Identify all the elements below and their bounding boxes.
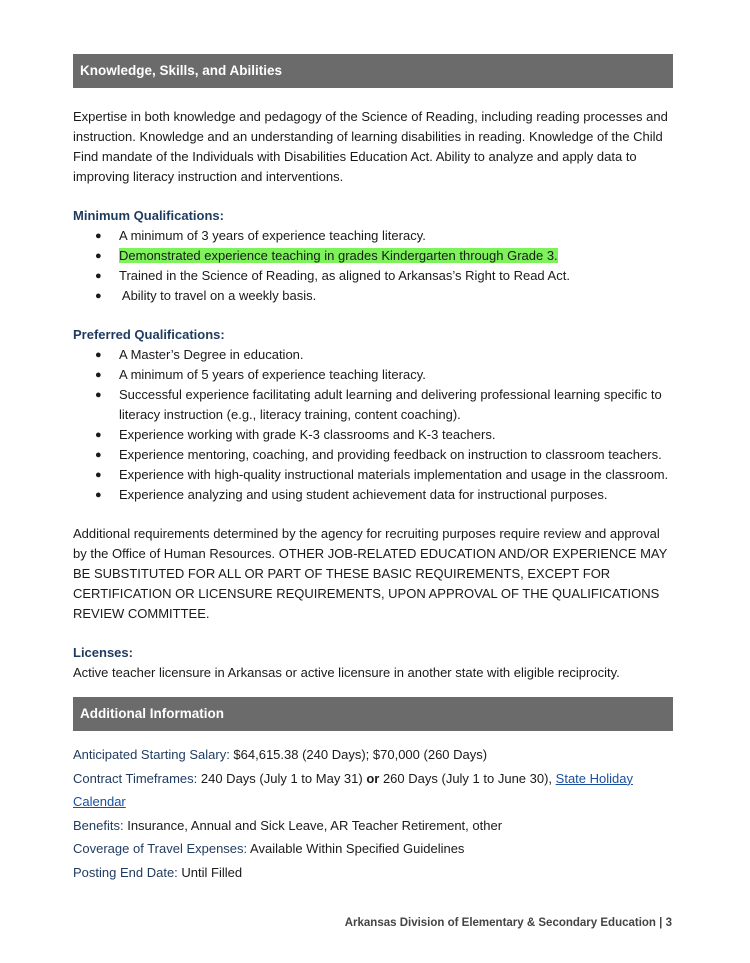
bullet-icon: ● (95, 469, 102, 481)
highlighted-text: Demonstrated experience teaching in grades Kindergarten through Grade 3. (119, 248, 558, 263)
salary-value: $64,615.38 (240 Days); $70,000 (260 Days) (229, 747, 488, 762)
benefits-row (73, 814, 673, 838)
bullet-icon: ● (95, 290, 102, 302)
footer-separator: | (659, 917, 663, 929)
salary-label: Anticipated Starting Salary: (73, 747, 230, 762)
list-item: ● Experience working with grade K-3 classrooms and K-3 teachers. (73, 425, 673, 445)
travel-expenses-row (73, 837, 673, 861)
document-page (73, 54, 673, 884)
licenses-body: Active teacher licensure in Arkansas or active licensure in another state with eligible reciprocity. (73, 665, 620, 680)
ksa-title: Knowledge, Skills, and Abilities (80, 63, 283, 78)
preferred-qualifications-heading: Preferred Qualifications: (73, 327, 225, 342)
minimum-qualifications-heading: Minimum Qualifications: (73, 208, 224, 223)
posting-end-date-label: Posting End Date: (73, 864, 178, 880)
ksa-section-header (73, 54, 673, 88)
bullet-icon: ● (95, 369, 102, 381)
travel-expenses-label: Coverage of Travel Expenses: (73, 841, 248, 856)
bullet-icon: ● (95, 349, 102, 361)
list-item: ● Experience mentoring, coaching, and providing feedback on instruction to classroom teachers. (73, 445, 673, 465)
contract-row: Contract Timeframes: 240 Days (July 1 to May 31) or 260 Days (July 1 to June 30), State Holiday Calendar (73, 770, 633, 809)
minimum-qualifications-list (73, 226, 673, 306)
list-item: ● Trained in the Science of Reading, as aligned to Arkansas’s Right to Read Act. (73, 266, 673, 286)
list-item: ● A minimum of 3 years of experience teaching literacy. (73, 226, 673, 246)
page-number: 3 (665, 917, 672, 929)
bullet-icon: ● (95, 449, 102, 461)
salary-row (73, 743, 673, 767)
benefits-value: Insurance, Annual and Sick Leave, AR Teacher Retirement, other (123, 817, 503, 833)
bullet-icon: ● (95, 429, 102, 441)
bullet-icon: ● (95, 389, 102, 401)
list-item: ● A minimum of 5 years of experience teaching literacy. (73, 365, 673, 385)
bullet-icon: ● (95, 270, 102, 282)
footer-org: Arkansas Division of Elementary & Secondary Education (344, 917, 656, 929)
posting-end-date-row (73, 861, 673, 885)
bullet-icon: ● (95, 250, 102, 262)
preferred-qualifications-list (73, 345, 673, 505)
list-item: ● Experience analyzing and using student achievement data for instructional purposes. (73, 485, 673, 505)
travel-expenses-value: Available Within Specified Guidelines (247, 841, 465, 856)
benefits-label: Benefits: (73, 817, 124, 833)
ksa-body: Expertise in both knowledge and pedagogy of the Science of Reading, including reading processes and instruction. Knowledge and an understanding of learning disabilities in reading. Knowledge of the Child Find mandate of the Individuals with Disabilities Education Act. Ability to analyze and apply data to improving literacy instruction and interventions. (73, 109, 668, 184)
posting-end-date-value: Until Filled (177, 864, 243, 880)
additional-info-title: Additional Information (80, 706, 224, 721)
list-item: ● Successful experience facilitating adult learning and delivering professional learning specific to literacy instruction (e.g., literacy training, content coaching). (95, 387, 662, 422)
bullet-icon: ● (95, 230, 102, 242)
licenses-heading: Licenses: (73, 645, 133, 660)
additional-info-details (73, 743, 673, 884)
additional-requirements-text: Additional requirements determined by the agency for recruiting purposes require review and approval by the Office of Human Resources. OTHER JOB-RELATED EDUCATION AND/OR EXPERIENCE MAY BE SUBSTITUTED FOR ALL OR PART OF THESE BASIC REQUIREMENTS, EXCEPT FOR CERTIFICATION OR LICENSURE REQUIREMENTS, UPON APPROVAL OF THE QUALIFICATIONS REVIEW COMMITTEE. (73, 526, 668, 621)
state-holiday-calendar-link[interactable]: State Holiday Calendar (73, 770, 633, 809)
list-item: ● Experience with high-quality instructional materials implementation and usage in the classroom. (73, 465, 673, 485)
bullet-icon: ● (95, 489, 102, 501)
page-footer (345, 917, 672, 929)
list-item: ● Ability to travel on a weekly basis. (73, 286, 673, 306)
list-item (73, 246, 673, 266)
contract-label: Contract Timeframes: (73, 770, 198, 786)
additional-info-section-header (73, 697, 673, 731)
list-item: ● A Master’s Degree in education. (73, 345, 673, 365)
